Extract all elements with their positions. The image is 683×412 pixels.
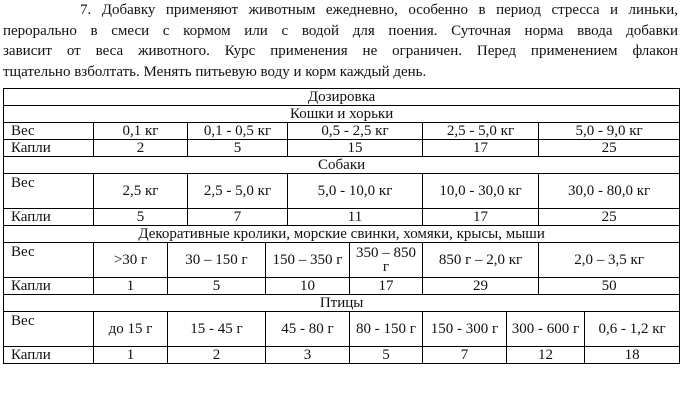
drops-cell: 12 bbox=[507, 347, 585, 364]
drops-cell: 25 bbox=[539, 140, 680, 157]
drops-cell: 29 bbox=[423, 278, 539, 295]
drops-cell: 5 bbox=[350, 347, 423, 364]
drops-label: Капли bbox=[4, 209, 94, 226]
drops-cell: 15 bbox=[288, 140, 423, 157]
drops-label: Капли bbox=[4, 140, 94, 157]
drops-cell: 17 bbox=[423, 140, 539, 157]
drops-cell: 7 bbox=[188, 209, 288, 226]
weight-cell: 850 г – 2,0 кг bbox=[423, 243, 539, 278]
drops-cell: 7 bbox=[423, 347, 507, 364]
weight-cell: 0,1 кг bbox=[94, 123, 188, 140]
weight-cell: 2,5 - 5,0 кг bbox=[188, 174, 288, 209]
section-header-rodents: Декоративные кролики, морские свинки, хомяки, крысы, мыши bbox=[4, 226, 680, 243]
dosage-table bbox=[3, 88, 680, 364]
drops-cell: 10 bbox=[266, 278, 350, 295]
weight-cell: 30 – 150 г bbox=[168, 243, 266, 278]
drops-cell: 11 bbox=[288, 209, 423, 226]
section-header-cats: Кошки и хорьки bbox=[4, 106, 680, 123]
weight-cell: 15 - 45 г bbox=[168, 312, 266, 347]
weight-cell: 0,5 - 2,5 кг bbox=[288, 123, 423, 140]
weight-label: Вес bbox=[4, 123, 94, 140]
section-header-dogs: Собаки bbox=[4, 157, 680, 174]
drops-cell: 3 bbox=[266, 347, 350, 364]
drops-cell: 1 bbox=[94, 278, 168, 295]
weight-label: Вес bbox=[4, 243, 94, 278]
drops-cell: 5 bbox=[94, 209, 188, 226]
drops-cell: 17 bbox=[423, 209, 539, 226]
weight-cell: 45 - 80 г bbox=[266, 312, 350, 347]
paragraph-line: тщательно взболтать. Менять питьевую воду и корм каждый день. bbox=[3, 63, 427, 80]
drops-cell: 5 bbox=[188, 140, 288, 157]
drops-cell: 17 bbox=[350, 278, 423, 295]
weight-label: Вес bbox=[4, 312, 94, 347]
drops-cell: 18 bbox=[585, 347, 680, 364]
weight-cell: 5,0 - 9,0 кг bbox=[539, 123, 680, 140]
weight-cell: до 15 г bbox=[94, 312, 168, 347]
weight-cell: 150 – 350 г bbox=[266, 243, 350, 278]
drops-cell: 50 bbox=[539, 278, 680, 295]
weight-cell: 0,1 - 0,5 кг bbox=[188, 123, 288, 140]
weight-cell: 80 - 150 г bbox=[350, 312, 423, 347]
weight-cell: 2,0 – 3,5 кг bbox=[539, 243, 680, 278]
drops-cell: 5 bbox=[168, 278, 266, 295]
drops-label: Капли bbox=[4, 278, 94, 295]
weight-cell: 350 – 850 г bbox=[350, 243, 423, 278]
paragraph-line: перорально в смеси с кормом или с водой для поения. Суточная норма ввода добавки bbox=[3, 22, 678, 39]
weight-cell: 5,0 - 10,0 кг bbox=[288, 174, 423, 209]
weight-cell: 10,0 - 30,0 кг bbox=[423, 174, 539, 209]
weight-cell: >30 г bbox=[94, 243, 168, 278]
weight-cell: 2,5 кг bbox=[94, 174, 188, 209]
drops-cell: 2 bbox=[168, 347, 266, 364]
weight-cell: 300 - 600 г bbox=[507, 312, 585, 347]
table-title: Дозировка bbox=[4, 89, 680, 106]
weight-cell: 30,0 - 80,0 кг bbox=[539, 174, 680, 209]
weight-cell: 0,6 - 1,2 кг bbox=[585, 312, 680, 347]
drops-cell: 2 bbox=[94, 140, 188, 157]
section-header-birds: Птицы bbox=[4, 295, 680, 312]
weight-cell: 2,5 - 5,0 кг bbox=[423, 123, 539, 140]
drops-label: Капли bbox=[4, 347, 94, 364]
weight-cell: 150 - 300 г bbox=[423, 312, 507, 347]
weight-label: Вес bbox=[4, 174, 94, 209]
drops-cell: 1 bbox=[94, 347, 168, 364]
drops-cell: 25 bbox=[539, 209, 680, 226]
paragraph-line: 7. Добавку применяют животным ежедневно, особенно в период стресса и линьки, bbox=[80, 2, 678, 18]
paragraph-line: зависит от веса животного. Курс применения не ограничен. Перед применением флакон bbox=[3, 43, 678, 59]
instructions-paragraph bbox=[3, 0, 678, 82]
